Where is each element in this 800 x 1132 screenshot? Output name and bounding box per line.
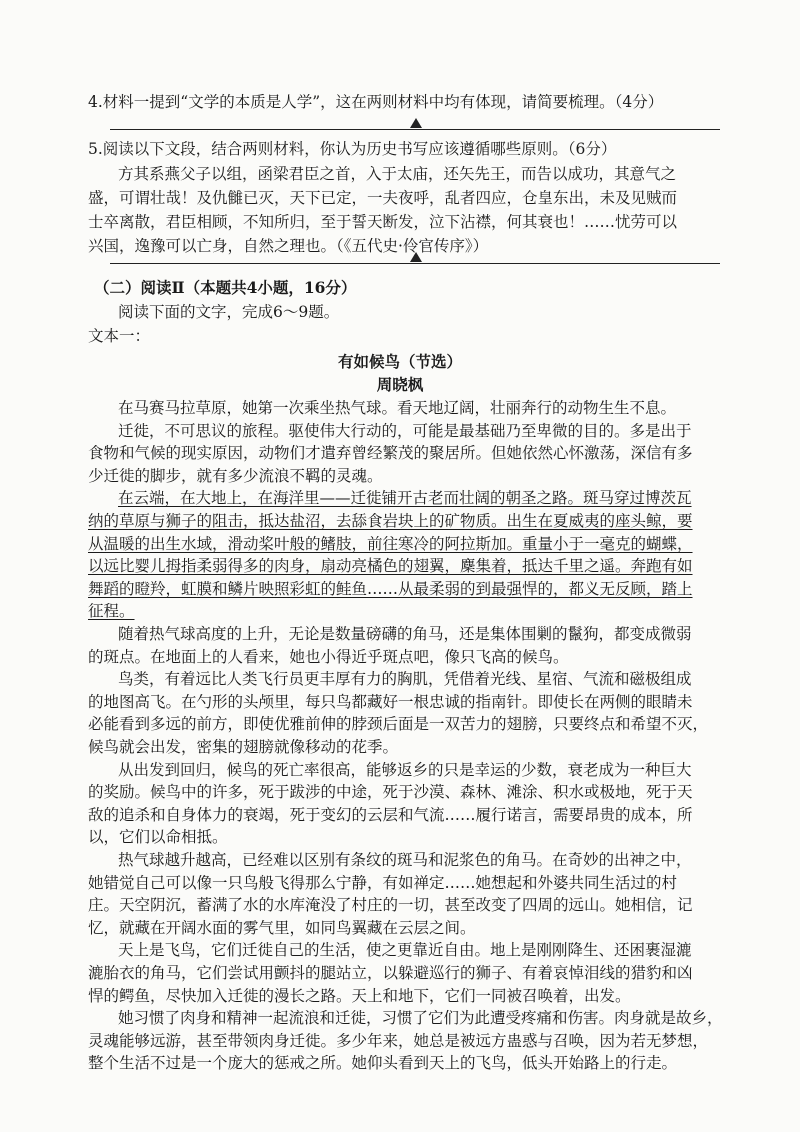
article-line: 悍的鳄鱼，尽快加入迁徙的漫长之路。天上和地下，它们一同被召唤着，出发。 [88, 987, 631, 1005]
article-line: 漉胎衣的角马，它们尝试用颤抖的腿站立，以躲避巡行的狮子、有着哀悼泪线的猎豹和凶 [88, 964, 693, 982]
article-line: 在云端，在大地上，在海洋里——迁徙铺开古老而壮阔的朝圣之路。斑马穿过博茨瓦 [118, 489, 692, 507]
article-line: 候鸟就会出发，密集的翅膀就像移动的花季。 [88, 738, 399, 756]
article-line: 的奖励。候鸟中的许多，死于跋涉的中途，死于沙漠、森林、滩涂、积水或极地，死于天 [88, 783, 693, 801]
article-line: 她错觉自己可以像一只鸟般飞得那么宁静，有如禅定……她想起和外婆共同生活过的村 [88, 874, 678, 892]
article-line: 在马赛马拉草原，她第一次乘坐热气球。看天地辽阔，壮丽奔行的动物生生不息。 [118, 399, 677, 417]
section-instruction: 阅读下面的文字，完成6～9题。 [118, 303, 340, 321]
text-label: 文本一： [88, 327, 151, 345]
answer-divider-line [110, 263, 720, 264]
article-line: 食物和气候的现实原因，动物们才遣弃曾经繁茂的聚居所。但她依然心怀激荡，深信有多 [88, 444, 693, 462]
article-author: 周晓枫 [376, 375, 424, 394]
article-line: 她习惯了肉身和精神一起流浪和迁徙，习惯了它们为此遭受疼痛和伤害。肉身就是故乡， [118, 1009, 723, 1027]
section-heading: （二）阅读Ⅱ（本题共4小题，16分） [94, 278, 357, 297]
article-line: 以远比婴儿拇指柔弱得多的肉身，扇动亮橘色的翅翼，麇集着，抵达千里之遥。奔跑有如 [88, 557, 693, 575]
q5-passage-line: 兴国，逸豫可以亡身，自然之理也。（《五代史·伶官传序》） [88, 237, 489, 255]
answer-divider-line [110, 129, 720, 130]
article-line: 从出发到回归，候鸟的死亡率很高，能够返乡的只是幸运的少数，衰老成为一种巨大 [118, 761, 692, 779]
divider-triangle [410, 118, 422, 128]
article-line: 庄。天空阴沉，蓄满了水的水库淹没了村庄的一切，甚至改变了四周的远山。她相信，记 [88, 896, 693, 914]
divider-triangle [410, 252, 422, 262]
article-line: 从温暖的出生水域，滑动桨叶般的鳍肢，前往寒冷的阿拉斯加。重量小于一毫克的蝴蝶， [88, 535, 693, 553]
q5-passage-line: 士卒离散，君臣相顾，不知所归，至于誓天断发，泣下沾襟，何其衰也！……忧劳可以 [88, 213, 678, 231]
article-title: 有如候鸟（节选） [337, 352, 462, 371]
article-line: 敌的追杀和自身体力的衰竭，死于变幻的云层和气流……履行诺言，需要昂贵的成本，所 [88, 806, 693, 824]
article-line: 的地图高飞。在勺形的头颅里，每只鸟都藏好一根忠诚的指南针。即使长在两侧的眼睛未 [88, 693, 693, 711]
article-line: 整个生活不过是一个庞大的惩戒之所。她仰头看到天上的飞鸟，低头开始路上的行走。 [88, 1054, 678, 1072]
question-4: 4.材料一提到“文学的本质是人学”，这在两则材料中均有体现，请简要梳理。（4分） [88, 93, 664, 111]
article-line: 以，它们以命相抵。 [88, 828, 228, 846]
q5-passage-line: 盛，可谓壮哉！及仇雠已灭，天下已定，一夫夜呼，乱者四应，仓皇东出，未及见贼而 [88, 189, 678, 207]
article-line: 的斑点。在地面上的人看来，她也小得近乎斑点吧，像只飞高的候鸟。 [88, 648, 569, 666]
article-line: 鸟类，有着远比人类飞行员更丰厚有力的胸肌，凭借着光线、星宿、气流和磁极组成 [118, 670, 692, 688]
article-line: 随着热气球高度的上升，无论是数量磅礴的角马，还是集体围剿的鬣狗，都变成微弱 [118, 625, 692, 643]
article-line: 舞蹈的瞪羚，虹膜和鳞片映照彩虹的鲑鱼……从最柔弱的到最强悍的，都义无反顾，踏上 [88, 580, 693, 598]
article-line: 少迁徙的脚步，就有多少流浪不羁的灵魂。 [88, 467, 383, 485]
article-line: 忆，就藏在开阔水面的雾气里，如同鸟翼藏在云层之间。 [88, 919, 476, 937]
article-line: 征程。 [88, 602, 135, 620]
article-line: 灵魂能够远游，甚至带领肉身迁徙。多少年来，她总是被远方蛊惑与召唤，因为若无梦想， [88, 1032, 709, 1050]
question-5: 5.阅读以下文段，结合两则材料，你认为历史书写应该遵循哪些原则。（6分） [88, 140, 617, 158]
article-line: 热气球越升越高，已经难以区别有条纹的斑马和泥浆色的角马。在奇妙的出神之中， [118, 851, 692, 869]
article-line: 必能看到多远的前方，即使优雅前伸的脖颈后面是一双苦力的翅膀，只要终点和希望不灭， [88, 715, 709, 733]
article-line: 纳的草原与狮子的阻击，抵达盐沼，去舔食岩块上的矿物质。出生在夏威夷的座头鲸，要 [88, 512, 693, 530]
article-line: 天上是飞鸟，它们迁徙自己的生活，使之更靠近自由。地上是刚刚降生、还困裹湿漉 [118, 941, 692, 959]
article-line: 迁徙，不可思议的旅程。驱使伟大行动的，可能是最基础乃至卑微的目的。多是出于 [118, 422, 692, 440]
q5-passage-line: 方其系燕父子以组，函梁君臣之首，入于太庙，还矢先王，而告以成功，其意气之 [118, 165, 677, 183]
